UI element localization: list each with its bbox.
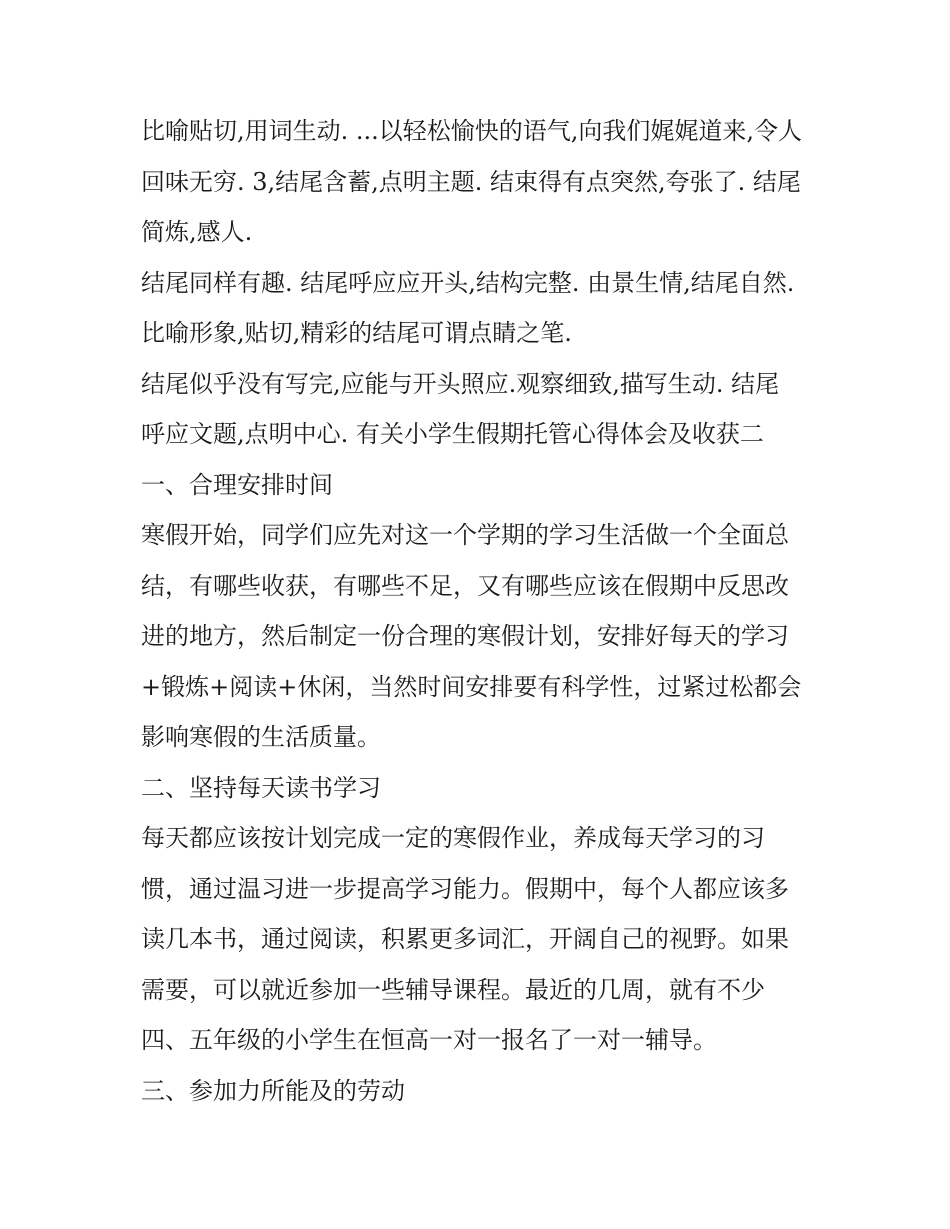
text-line: 呼应文题,点明中心. 有关小学生假期托管心得体会及收获二 <box>141 420 764 448</box>
section-heading: 二、坚持每天读书学习 <box>141 773 381 802</box>
text-line: 结尾同样有趣. 结尾呼应应开头,结构完整. 由景生情,结尾自然. <box>141 268 795 297</box>
document-body <box>141 106 821 1116</box>
section-heading: 一、合理安排时间 <box>141 470 333 499</box>
text-line: 回味无穷. 3,结尾含蓄,点明主题. 结束得有点突然,夸张了. 结尾 <box>141 167 801 196</box>
text-line: 比喻贴切,用词生动. ...以轻松愉快的语气,向我们娓娓道来,令人 <box>141 117 803 145</box>
text-line: +锻炼+阅读+休闲，当然时间安排要有科学性，过紧过松都会 <box>141 672 802 701</box>
section-heading: 三、参加力所能及的劳动 <box>141 1076 405 1105</box>
text-line: 寒假开始，同学们应先对这一个学期的学习生活做一个全面总 <box>141 521 789 549</box>
text-line: 需要，可以就近参加一些辅导课程。最近的几周，就有不少 <box>141 975 765 1004</box>
text-line: 结尾似乎没有写完,应能与开头照应.观察细致,描写生动. 结尾 <box>141 369 780 398</box>
text-line: 惯，通过温习进一步提高学习能力。假期中，每个人都应该多 <box>141 874 789 903</box>
text-line: 影响寒假的生活质量。 <box>141 723 381 751</box>
text-line: 每天都应该按计划完成一定的寒假作业，养成每天学习的习 <box>141 824 765 852</box>
text-line: 简炼,感人. <box>141 218 253 246</box>
text-line: 四、五年级的小学生在恒高一对一报名了一对一辅导。 <box>141 1026 717 1054</box>
text-line: 结，有哪些收获，有哪些不足，又有哪些应该在假期中反思改 <box>141 571 789 600</box>
text-line: 读几本书，通过阅读，积累更多词汇，开阔自己的视野。如果 <box>141 925 789 953</box>
text-line: 比喻形象,贴切,精彩的结尾可谓点睛之笔. <box>141 319 572 347</box>
text-line: 进的地方，然后制定一份合理的寒假计划，安排好每天的学习 <box>141 622 789 650</box>
